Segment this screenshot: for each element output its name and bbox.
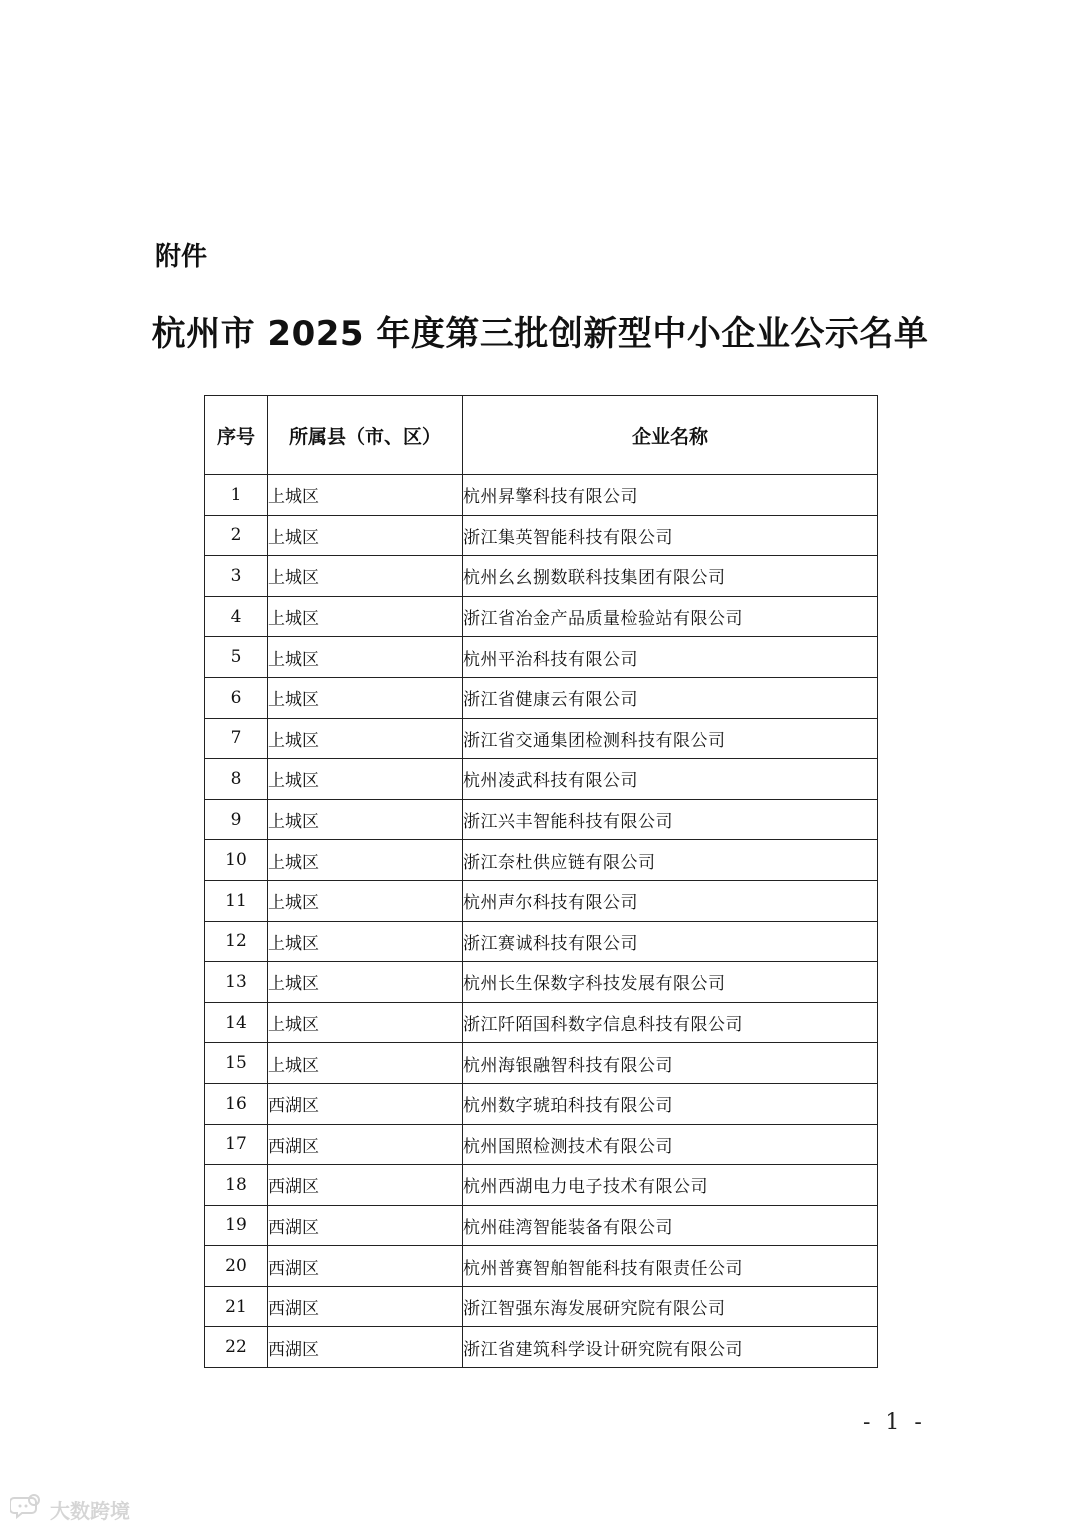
row-number: 11 (205, 880, 268, 921)
table-row (205, 759, 878, 800)
table-row (205, 921, 878, 962)
row-company-name: 浙江省建筑科学设计研究院有限公司 (463, 1327, 878, 1368)
row-district: 上城区 (268, 677, 463, 718)
row-company-name: 杭州声尔科技有限公司 (463, 880, 878, 921)
row-district: 西湖区 (268, 1205, 463, 1246)
row-company-name: 浙江智强东海发展研究院有限公司 (463, 1286, 878, 1327)
table-row (205, 556, 878, 597)
table-header-row (205, 396, 878, 475)
table-row (205, 799, 878, 840)
row-company-name: 浙江阡陌国科数字信息科技有限公司 (463, 1002, 878, 1043)
row-number: 3 (205, 556, 268, 597)
row-company-name: 杭州普赛智舶智能科技有限责任公司 (463, 1246, 878, 1287)
row-company-name: 杭州昇擎科技有限公司 (463, 475, 878, 516)
watermark-text: 大数跨境 (50, 1498, 130, 1523)
row-district: 上城区 (268, 475, 463, 516)
row-district: 上城区 (268, 880, 463, 921)
row-district: 西湖区 (268, 1286, 463, 1327)
row-number: 15 (205, 1043, 268, 1084)
document-title: 杭州市 2025 年度第三批创新型中小企业公示名单 (151, 314, 929, 354)
row-district: 上城区 (268, 799, 463, 840)
row-company-name: 浙江集英智能科技有限公司 (463, 515, 878, 556)
table-row (205, 1327, 878, 1368)
row-district: 上城区 (268, 718, 463, 759)
row-number: 12 (205, 921, 268, 962)
row-number: 20 (205, 1246, 268, 1287)
row-company-name: 杭州平治科技有限公司 (463, 637, 878, 678)
page-number: - 1 - (863, 1410, 926, 1435)
row-number: 17 (205, 1124, 268, 1165)
enterprise-list-table (204, 395, 878, 1368)
row-district: 西湖区 (268, 1124, 463, 1165)
chat-bubble-logo-icon (10, 1494, 44, 1524)
table-row (205, 962, 878, 1003)
row-number: 5 (205, 637, 268, 678)
table-row (205, 1165, 878, 1206)
row-company-name: 杭州凌武科技有限公司 (463, 759, 878, 800)
table-row (205, 880, 878, 921)
column-header-number: 序号 (205, 396, 268, 475)
row-number: 16 (205, 1083, 268, 1124)
row-district: 上城区 (268, 759, 463, 800)
table-row (205, 515, 878, 556)
row-number: 8 (205, 759, 268, 800)
table-row (205, 637, 878, 678)
row-company-name: 浙江兴丰智能科技有限公司 (463, 799, 878, 840)
row-number: 19 (205, 1205, 268, 1246)
row-district: 上城区 (268, 1002, 463, 1043)
row-district: 上城区 (268, 556, 463, 597)
row-company-name: 杭州国照检测技术有限公司 (463, 1124, 878, 1165)
row-company-name: 杭州幺幺捌数联科技集团有限公司 (463, 556, 878, 597)
row-company-name: 杭州长生保数字科技发展有限公司 (463, 962, 878, 1003)
row-district: 上城区 (268, 596, 463, 637)
table-row (205, 1205, 878, 1246)
table-row (205, 1083, 878, 1124)
row-number: 1 (205, 475, 268, 516)
row-number: 2 (205, 515, 268, 556)
row-district: 上城区 (268, 840, 463, 881)
row-district: 上城区 (268, 921, 463, 962)
row-company-name: 浙江省健康云有限公司 (463, 677, 878, 718)
row-district: 上城区 (268, 962, 463, 1003)
column-header-district: 所属县（市、区） (268, 396, 463, 475)
row-number: 14 (205, 1002, 268, 1043)
row-number: 9 (205, 799, 268, 840)
table-row (205, 718, 878, 759)
row-district: 西湖区 (268, 1083, 463, 1124)
row-number: 22 (205, 1327, 268, 1368)
table-row (205, 1286, 878, 1327)
attachment-label: 附件 (155, 242, 208, 272)
table-row (205, 840, 878, 881)
table-row (205, 475, 878, 516)
row-district: 西湖区 (268, 1246, 463, 1287)
row-company-name: 杭州数字琥珀科技有限公司 (463, 1083, 878, 1124)
row-district: 西湖区 (268, 1327, 463, 1368)
row-company-name: 浙江奈杜供应链有限公司 (463, 840, 878, 881)
table-body (205, 475, 878, 1368)
row-number: 10 (205, 840, 268, 881)
row-company-name: 杭州西湖电力电子技术有限公司 (463, 1165, 878, 1206)
table-row (205, 1043, 878, 1084)
row-company-name: 浙江省冶金产品质量检验站有限公司 (463, 596, 878, 637)
table-row (205, 1002, 878, 1043)
row-company-name: 浙江赛诚科技有限公司 (463, 921, 878, 962)
row-company-name: 浙江省交通集团检测科技有限公司 (463, 718, 878, 759)
row-company-name: 杭州海银融智科技有限公司 (463, 1043, 878, 1084)
row-district: 上城区 (268, 637, 463, 678)
table-row (205, 677, 878, 718)
row-district: 西湖区 (268, 1165, 463, 1206)
row-number: 18 (205, 1165, 268, 1206)
table-row (205, 1124, 878, 1165)
row-district: 上城区 (268, 1043, 463, 1084)
row-number: 4 (205, 596, 268, 637)
watermark (10, 1494, 130, 1524)
table-row (205, 596, 878, 637)
row-number: 6 (205, 677, 268, 718)
row-number: 21 (205, 1286, 268, 1327)
row-number: 7 (205, 718, 268, 759)
row-district: 上城区 (268, 515, 463, 556)
row-company-name: 杭州硅湾智能装备有限公司 (463, 1205, 878, 1246)
row-number: 13 (205, 962, 268, 1003)
table-row (205, 1246, 878, 1287)
column-header-company: 企业名称 (463, 396, 878, 475)
